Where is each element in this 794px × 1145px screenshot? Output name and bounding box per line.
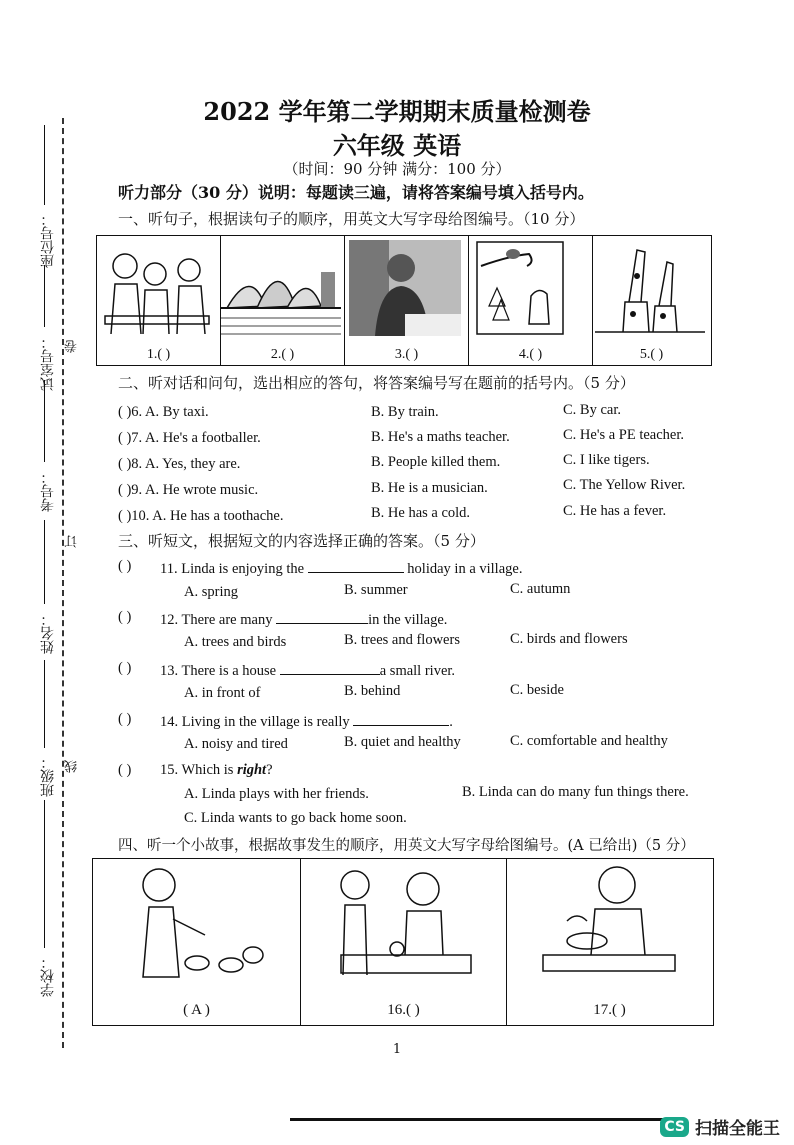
part3-instruction: 三、听短文，根据短文的内容选择正确的答案。（5 分） — [118, 532, 485, 550]
listening-heading-note: 说明：每题读三遍，请将答案编号填入括号内。 — [257, 183, 594, 202]
class-label: 班级： — [40, 755, 56, 797]
part4-picture-3 — [507, 859, 712, 1025]
binding-dashed-line — [62, 118, 64, 1048]
q11-stem — [160, 558, 522, 578]
scanner-watermark — [660, 1114, 780, 1139]
listening-heading — [118, 180, 594, 203]
school-field[interactable] — [44, 800, 45, 948]
binding-juan: 卷 — [65, 340, 80, 353]
class-field[interactable] — [44, 660, 45, 748]
q11-option-c: C. autumn — [510, 581, 571, 597]
part1-caption-5: 5.( ) — [639, 347, 664, 362]
scanner-logo-icon: CS — [660, 1117, 689, 1137]
seat-number-label: 座位号： — [40, 212, 56, 268]
q11-pre: 11. Linda is enjoying the — [160, 561, 305, 577]
q6-option-c: C. By car. — [563, 402, 621, 418]
q10-option-c: C. He has a fever. — [563, 503, 667, 519]
q6-option-b: B. By train. — [371, 404, 439, 420]
q15-option-b: B. Linda can do many fun things there. — [462, 784, 689, 800]
q13-paren: ( ) — [118, 660, 132, 676]
listening-heading-bold: 听力部分（30 分） — [118, 183, 258, 202]
exam-meta: （时间：90 分钟 满分：100 分） — [283, 160, 511, 178]
children-at-desk-icon — [97, 236, 217, 341]
q12-post: in the village. — [368, 612, 448, 628]
woman-at-market-icon — [301, 859, 501, 989]
q14-option-a: A. noisy and tired — [184, 736, 288, 752]
school-label: 学校： — [40, 955, 56, 997]
part1-caption-3: 3.( ) — [394, 347, 419, 362]
q13-blank[interactable] — [280, 660, 380, 675]
woman-feeding-chickens-icon — [93, 859, 293, 989]
q11-paren: ( ) — [118, 558, 132, 574]
bird-and-fox-icon — [469, 236, 589, 341]
q15-stem — [160, 762, 273, 779]
part1-picture-strip — [96, 235, 712, 366]
q7-option-b: B. He's a maths teacher. — [371, 429, 510, 445]
q12-option-b: B. trees and flowers — [344, 632, 460, 648]
q15-post: ? — [266, 762, 273, 778]
q9-option-b: B. He is a musician. — [371, 480, 488, 496]
q7-option-c: C. He's a PE teacher. — [563, 427, 684, 443]
q12-option-a: A. trees and birds — [184, 634, 287, 650]
q15-emphasis: right — [237, 762, 267, 778]
q9-option-c: C. The Yellow River. — [563, 477, 686, 493]
part1-picture-4 — [469, 236, 593, 365]
q11-option-b: B. summer — [344, 582, 408, 598]
part1-caption-4: 4.( ) — [518, 347, 543, 362]
part4-picture-2 — [301, 859, 507, 1025]
giraffes-icon — [593, 236, 707, 341]
q8-stem: ( )8. A. Yes, they are. — [118, 456, 241, 472]
q14-blank[interactable] — [353, 711, 449, 726]
q15-option-a: A. Linda plays with her friends. — [184, 786, 369, 802]
part4-caption-16: 16.( ) — [387, 1002, 420, 1018]
q8-option-b: B. People killed them. — [371, 454, 501, 470]
q14-pre: 14. Living in the village is really — [160, 714, 350, 730]
q7-stem: ( )7. A. He's a footballer. — [118, 430, 261, 446]
name-field[interactable] — [44, 520, 45, 604]
man-writing-photo-icon — [345, 236, 465, 341]
q13-pre: 13. There is a house — [160, 663, 277, 679]
part1-picture-3 — [345, 236, 469, 365]
q10-option-b: B. He has a cold. — [371, 505, 471, 521]
q14-post: . — [449, 714, 453, 730]
exam-room-field[interactable] — [44, 265, 45, 327]
q15-pre: 15. Which is — [160, 762, 238, 778]
q6-stem: ( )6. A. By taxi. — [118, 404, 209, 420]
page-number: 1 — [392, 1042, 402, 1057]
binding-ding: 订 — [65, 535, 80, 548]
q13-option-a: A. in front of — [184, 685, 261, 701]
exam-room-label: 试室号： — [40, 335, 56, 391]
opera-house-icon — [221, 236, 341, 341]
q14-option-c: C. comfortable and healthy — [510, 733, 668, 749]
q12-option-c: C. birds and flowers — [510, 631, 628, 647]
part1-picture-5 — [593, 236, 710, 365]
part1-picture-2 — [221, 236, 345, 365]
scanner-name: 扫描全能王 — [695, 1119, 780, 1139]
bottom-scan-line — [290, 1118, 670, 1121]
q13-post: a small river. — [379, 663, 456, 679]
part4-instruction: 四、听一个小故事，根据故事发生的顺序，用英文大写字母给图编号。(A 已给出)（5 分） — [118, 838, 695, 854]
q13-option-b: B. behind — [344, 683, 401, 699]
part2-instruction: 二、听对话和问句，选出相应的答句，将答案编号写在题前的括号内。（5 分） — [118, 374, 635, 392]
exam-number-field[interactable] — [44, 380, 45, 462]
part1-instruction: 一、听句子，根据读句子的顺序，用英文大写字母给图编号。（10 分） — [118, 210, 585, 228]
q12-pre: 12. There are many — [160, 612, 273, 628]
q8-option-c: C. I like tigers. — [563, 452, 650, 468]
q11-blank[interactable] — [308, 558, 404, 573]
q10-stem: ( )10. A. He has a toothache. — [118, 508, 284, 524]
exam-title: 2022 学年第二学期期末质量检测卷 — [203, 97, 591, 126]
q12-blank[interactable] — [276, 609, 368, 624]
part4-caption-17: 17.( ) — [593, 1002, 626, 1018]
q14-stem — [160, 711, 453, 731]
exam-subtitle: 六年级 英语 — [332, 131, 462, 160]
q12-paren: ( ) — [118, 609, 132, 625]
name-label: 姓名： — [40, 612, 56, 654]
q11-option-a: A. spring — [184, 584, 238, 600]
part4-caption-a: ( A ) — [183, 1002, 210, 1018]
q14-paren: ( ) — [118, 711, 132, 727]
q11-post: holiday in a village. — [407, 561, 523, 577]
part1-picture-1 — [97, 236, 221, 365]
q15-paren: ( ) — [118, 762, 132, 778]
exam-number-label: 考号： — [40, 470, 56, 512]
q15-option-c: C. Linda wants to go back home soon. — [184, 810, 407, 826]
part1-caption-2: 2.( ) — [270, 347, 295, 362]
q12-stem — [160, 609, 447, 629]
part4-picture-strip — [92, 858, 714, 1026]
q9-stem: ( )9. A. He wrote music. — [118, 482, 259, 498]
woman-cooking-icon — [507, 859, 707, 989]
q14-option-b: B. quiet and healthy — [344, 734, 461, 750]
part1-caption-1: 1.( ) — [146, 347, 171, 362]
q13-stem — [160, 660, 455, 680]
binding-xian: 线 — [65, 760, 80, 773]
part4-picture-1 — [93, 859, 301, 1025]
q13-option-c: C. beside — [510, 682, 564, 698]
